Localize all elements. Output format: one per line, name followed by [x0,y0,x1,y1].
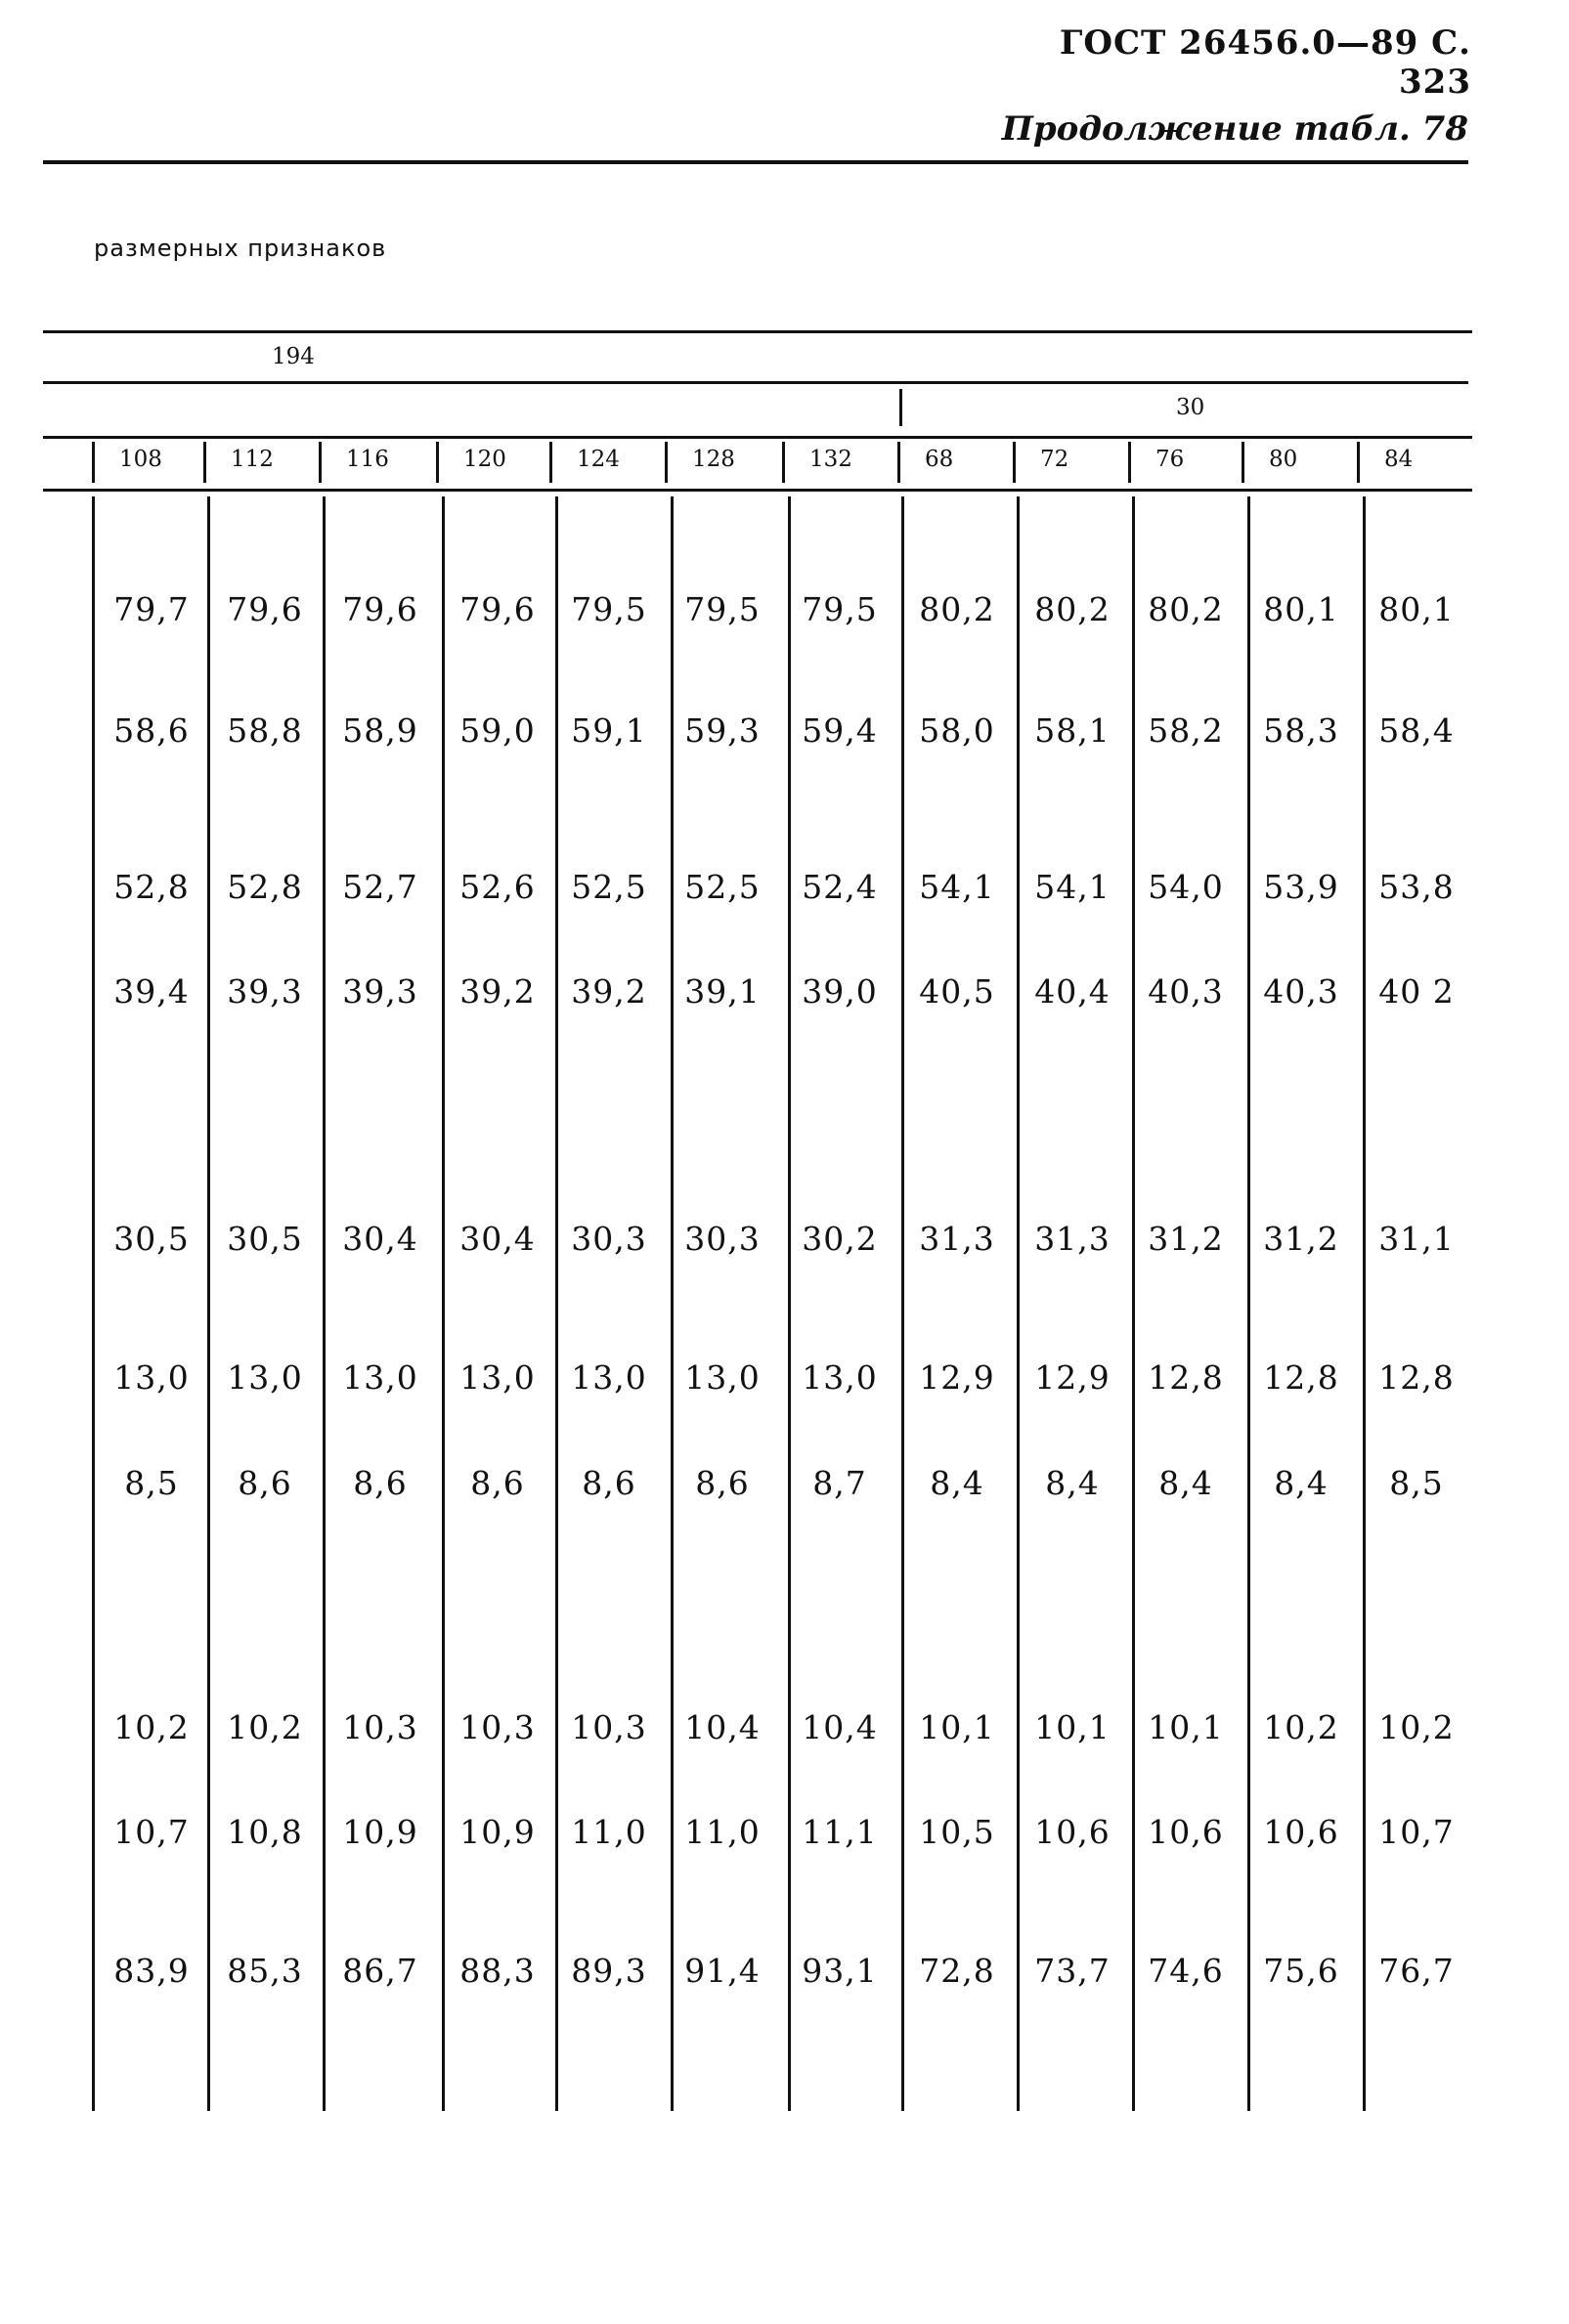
group-label-194: 194 [272,344,315,369]
table-cell: 52,4 [802,868,878,906]
table-top-rule [43,330,1472,333]
table-cell: 52,5 [684,868,761,906]
table-cell: 13,0 [459,1358,536,1397]
column-head-divider [319,442,322,483]
table-cell: 86,7 [342,1952,418,1990]
table-cell: 80,1 [1263,590,1339,628]
table-cell: 8,6 [695,1464,750,1502]
table-cell: 58,4 [1378,711,1455,750]
column-header: 132 [809,447,852,472]
column-head-divider [897,442,900,483]
table-cell: 80,1 [1378,590,1455,628]
table-cell: 10,1 [1034,1708,1111,1746]
table-cell: 8,6 [582,1464,636,1502]
group-rule-2 [43,436,1472,439]
table-cell: 10,3 [342,1708,418,1746]
table-cell: 30,5 [113,1220,190,1258]
column-header: 76 [1155,447,1185,472]
column-head-divider [549,442,552,483]
table-cell: 10,7 [113,1813,190,1851]
column-header: 108 [119,447,162,472]
table-cell: 10,2 [1378,1708,1455,1746]
column-head-divider [92,442,95,483]
column-head-divider [436,442,439,483]
table-cell: 59,1 [571,711,647,750]
table-cell: 91,4 [684,1952,761,1990]
table-cell: 40,4 [1034,972,1111,1011]
table-cell: 80,2 [1148,590,1224,628]
column-head-divider [782,442,785,483]
table-cell: 10,9 [342,1813,418,1851]
column-head-rule [43,489,1472,492]
table-cell: 8,6 [238,1464,292,1502]
table-cell: 58,8 [227,711,303,750]
table-cell: 79,5 [684,590,761,628]
table-cell: 93,1 [802,1952,878,1990]
document-number-header: ГОСТ 26456.0—89 С. 323 [1059,23,1471,102]
table-cell: 53,8 [1378,868,1455,906]
table-cell: 31,1 [1378,1220,1455,1258]
table-cell: 40,5 [919,972,995,1011]
table-cell: 11,0 [684,1813,761,1851]
table-cell: 79,6 [227,590,303,628]
table-cell: 40,3 [1263,972,1339,1011]
group-label-30: 30 [1176,395,1205,420]
table-cell: 58,9 [342,711,418,750]
table-cell: 31,3 [1034,1220,1111,1258]
table-cell: 89,3 [571,1952,647,1990]
table-cell: 8,5 [124,1464,179,1502]
table-cell: 31,3 [919,1220,995,1258]
table-cell: 85,3 [227,1952,303,1990]
table-cell: 79,6 [459,590,536,628]
table-cell: 10,4 [802,1708,878,1746]
table-cell: 13,0 [113,1358,190,1397]
table-cell: 54,1 [1034,868,1111,906]
table-cell: 13,0 [802,1358,878,1397]
table-cell: 73,7 [1034,1952,1111,1990]
table-cell: 10,1 [919,1708,995,1746]
table-cell: 10,7 [1378,1813,1455,1851]
table-cell: 10,9 [459,1813,536,1851]
table-cell: 39,2 [571,972,647,1011]
column-header: 112 [231,447,274,472]
table-cell: 30,3 [571,1220,647,1258]
table-cell: 74,6 [1148,1952,1224,1990]
column-head-divider [1013,442,1016,483]
table-cell: 83,9 [113,1952,190,1990]
table-cell: 39,4 [113,972,190,1011]
table-cell: 58,1 [1034,711,1111,750]
table-cell: 10,6 [1263,1813,1339,1851]
table-cell: 30,2 [802,1220,878,1258]
column-header: 72 [1040,447,1069,472]
table-cell: 30,3 [684,1220,761,1258]
table-cell: 10,2 [1263,1708,1339,1746]
header-rule [43,160,1468,164]
table-cell: 80,2 [1034,590,1111,628]
table-cell: 10,2 [113,1708,190,1746]
table-cell: 79,5 [571,590,647,628]
table-cell: 12,8 [1148,1358,1224,1397]
table-cell: 52,8 [227,868,303,906]
table-cell: 12,8 [1263,1358,1339,1397]
table-cell: 39,2 [459,972,536,1011]
group-rule-1 [43,381,1468,384]
column-header: 128 [692,447,735,472]
table-cell: 31,2 [1148,1220,1224,1258]
table-cell: 76,7 [1378,1952,1455,1990]
table-cell: 8,6 [470,1464,525,1502]
column-head-divider [1128,442,1131,483]
table-cell: 13,0 [571,1358,647,1397]
table-cell: 52,5 [571,868,647,906]
table-cell: 88,3 [459,1952,536,1990]
table-cell: 52,8 [113,868,190,906]
table-cell: 59,3 [684,711,761,750]
column-header: 124 [577,447,620,472]
table-cell: 31,2 [1263,1220,1339,1258]
column-header: 68 [925,447,954,472]
table-cell: 10,8 [227,1813,303,1851]
table-cell: 59,0 [459,711,536,750]
table-cell: 75,6 [1263,1952,1339,1990]
table-cell: 40,3 [1148,972,1224,1011]
table-cell: 79,7 [113,590,190,628]
table-cell: 80,2 [919,590,995,628]
column-header: 116 [346,447,389,472]
table-cell: 10,5 [919,1813,995,1851]
table-cell: 30,5 [227,1220,303,1258]
group-divider [899,389,902,426]
table-cell: 8,7 [812,1464,867,1502]
table-cell: 39,3 [227,972,303,1011]
table-cell: 54,1 [919,868,995,906]
table-cell: 39,1 [684,972,761,1011]
table-cell: 8,4 [930,1464,984,1502]
column-head-divider [1242,442,1244,483]
table-cell: 8,6 [353,1464,408,1502]
table-cell: 13,0 [342,1358,418,1397]
table-cell: 58,2 [1148,711,1224,750]
table-cell: 58,0 [919,711,995,750]
column-header: 84 [1384,447,1414,472]
table-cell: 12,8 [1378,1358,1455,1397]
table-cell: 40 2 [1378,972,1455,1011]
table-cell: 12,9 [919,1358,995,1397]
table-cell: 8,5 [1389,1464,1444,1502]
table-cell: 72,8 [919,1952,995,1990]
column-header: 80 [1269,447,1298,472]
column-header: 120 [463,447,506,472]
table-cell: 10,6 [1148,1813,1224,1851]
table-cell: 39,0 [802,972,878,1011]
table-cell: 79,5 [802,590,878,628]
table-cell: 10,2 [227,1708,303,1746]
table-cell: 10,6 [1034,1813,1111,1851]
table-cell: 10,3 [571,1708,647,1746]
table-cell: 8,4 [1274,1464,1329,1502]
table-cell: 59,4 [802,711,878,750]
column-head-divider [1357,442,1360,483]
table-cell: 8,4 [1045,1464,1100,1502]
table-cell: 79,6 [342,590,418,628]
table-cell: 11,1 [802,1813,878,1851]
table-cell: 52,7 [342,868,418,906]
table-cell: 13,0 [227,1358,303,1397]
table-cell: 8,4 [1158,1464,1213,1502]
table-continuation-label: Продолжение табл. 78 [1001,109,1468,149]
table-cell: 52,6 [459,868,536,906]
table-cell: 39,3 [342,972,418,1011]
table-cell: 30,4 [459,1220,536,1258]
column-head-divider [203,442,206,483]
table-cell: 58,6 [113,711,190,750]
table-cell: 53,9 [1263,868,1339,906]
table-cell: 10,1 [1148,1708,1224,1746]
table-caption: размерных признаков [94,235,387,262]
table-cell: 13,0 [684,1358,761,1397]
column-head-divider [665,442,668,483]
table-cell: 10,4 [684,1708,761,1746]
table-cell: 11,0 [571,1813,647,1851]
table-cell: 12,9 [1034,1358,1111,1397]
table-cell: 10,3 [459,1708,536,1746]
table-cell: 54,0 [1148,868,1224,906]
table-cell: 58,3 [1263,711,1339,750]
table-cell: 30,4 [342,1220,418,1258]
